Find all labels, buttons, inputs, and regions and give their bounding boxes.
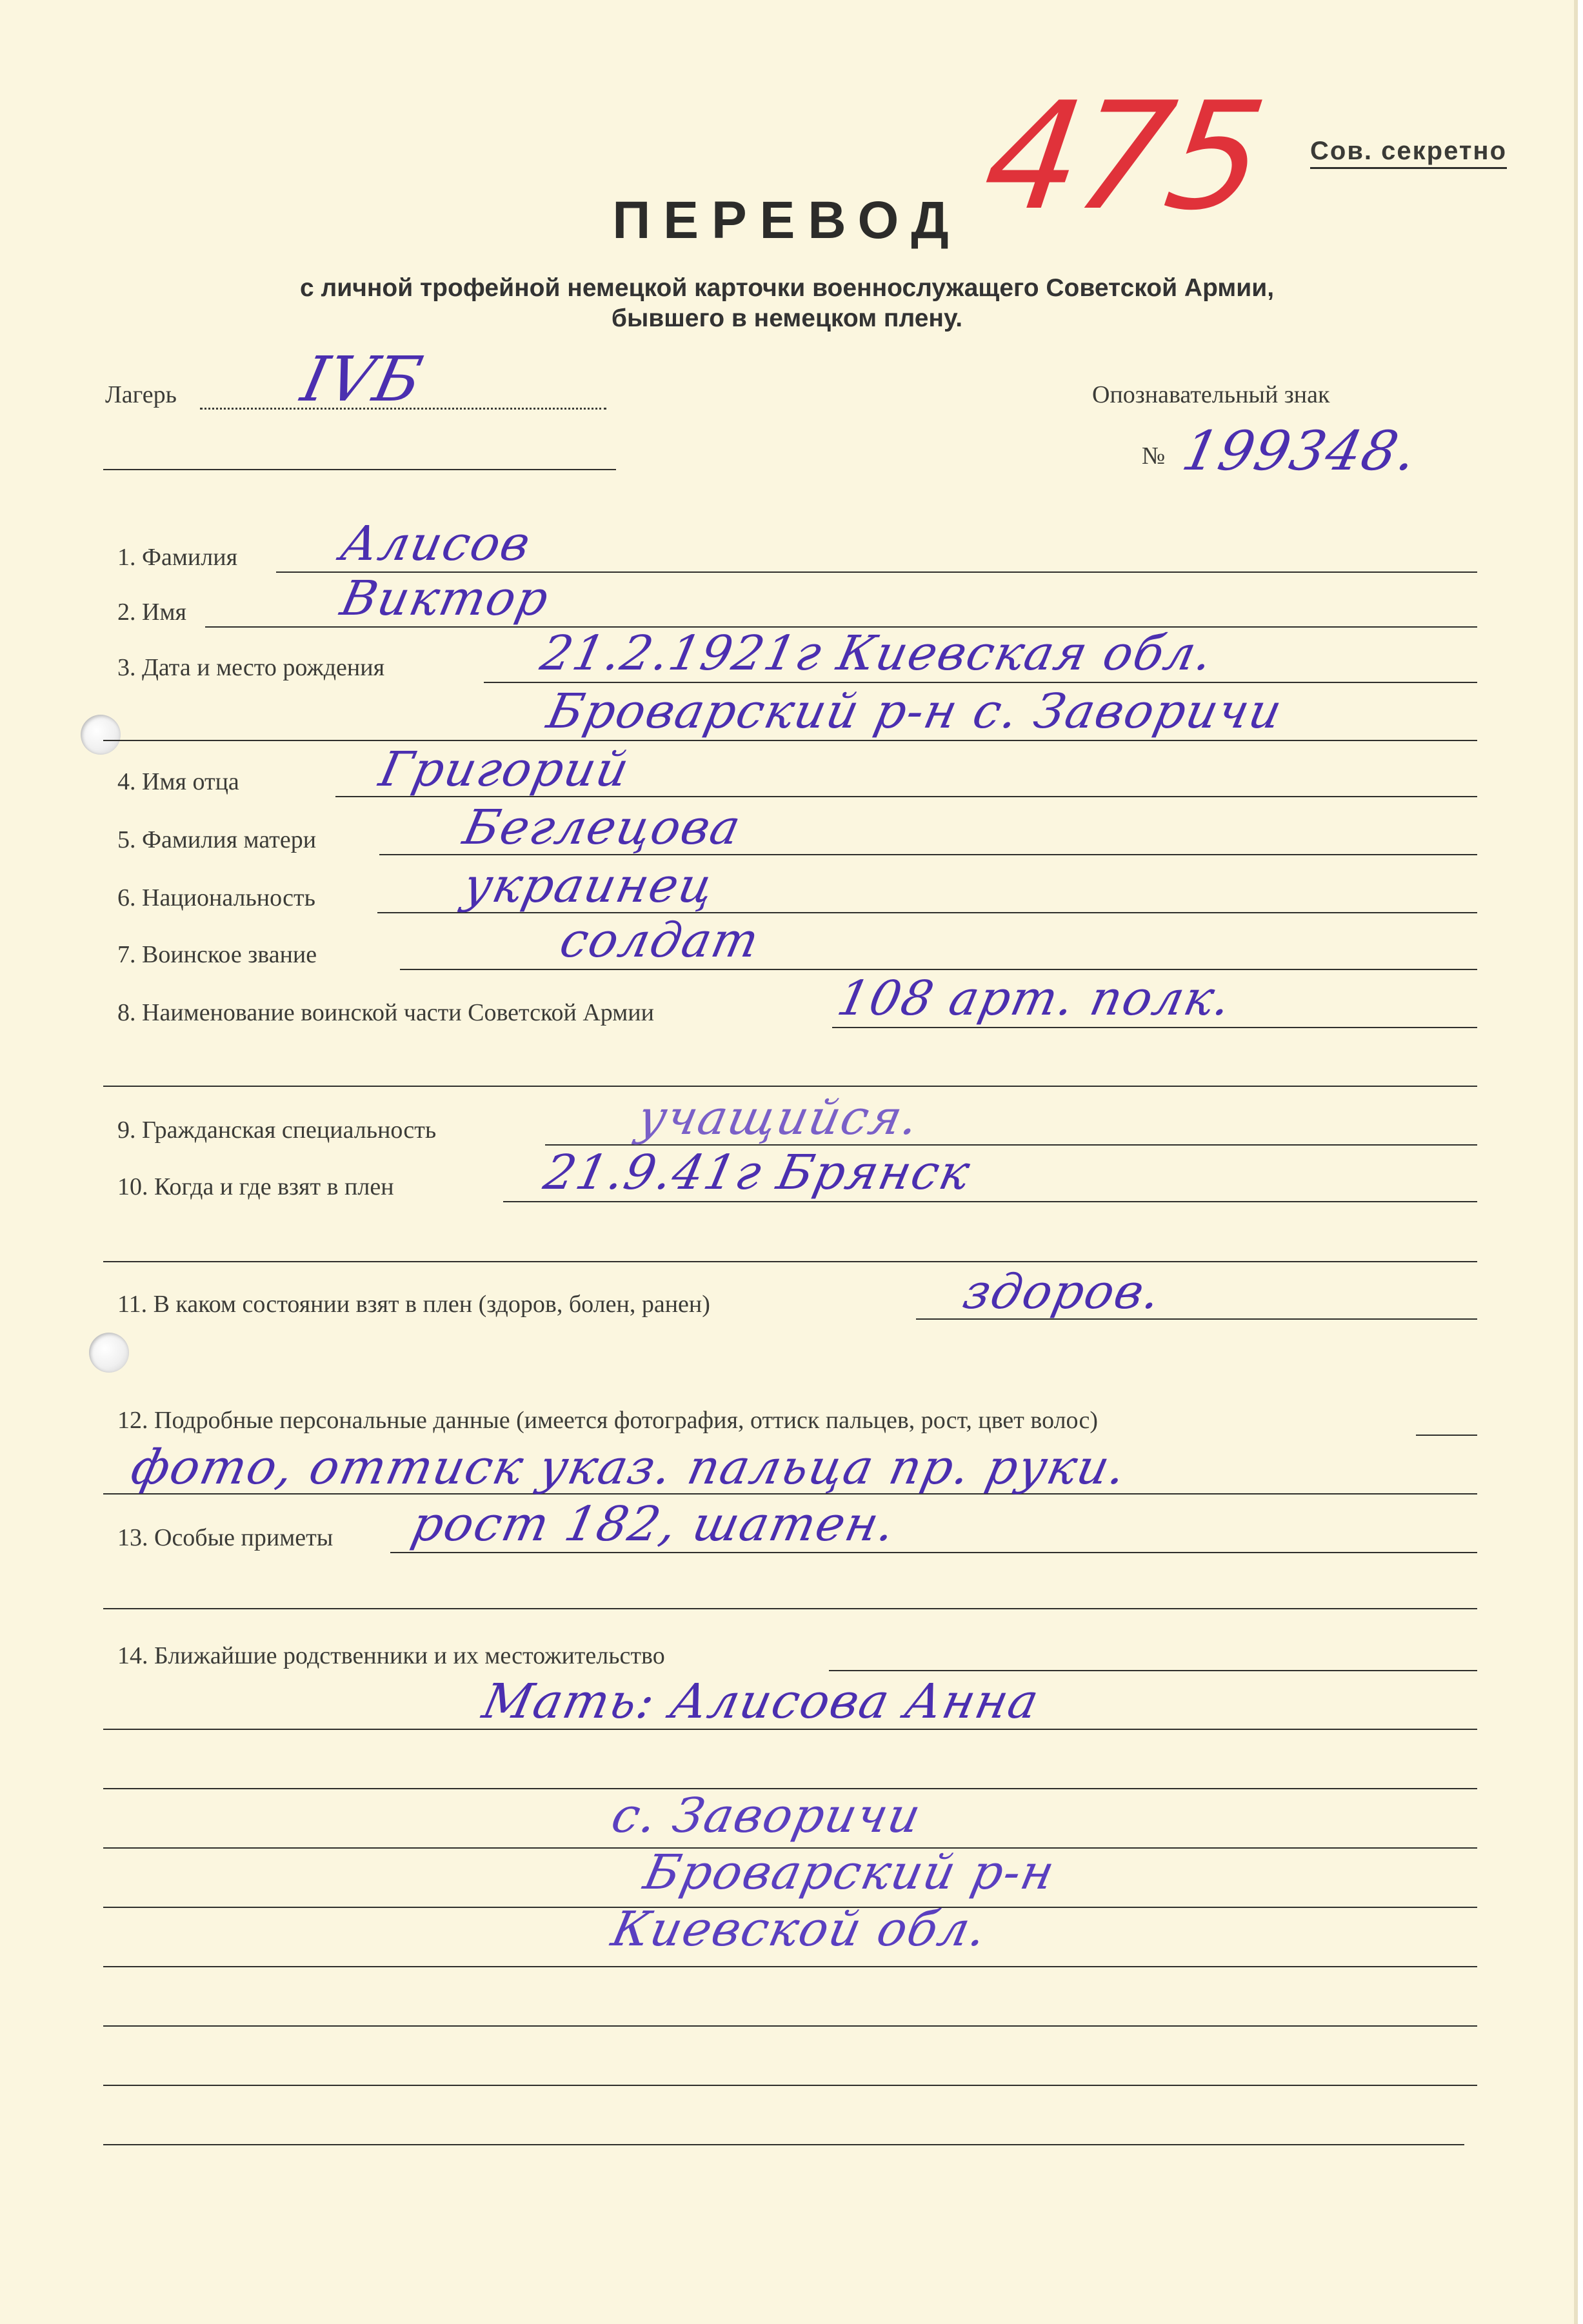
- field-rank-value: солдат: [555, 913, 765, 968]
- field-name-label: 2. Имя: [117, 599, 186, 626]
- field-rank-line: [400, 969, 1477, 970]
- field-marks-line: [390, 1552, 1477, 1553]
- field-relatives-address-1: с. Заворичи: [606, 1788, 927, 1843]
- camp-value: IVБ: [295, 343, 430, 415]
- field-relatives-line-2: [103, 1729, 1477, 1730]
- field-relatives-line-9: [103, 2144, 1464, 2145]
- field-profession-value: учащийся.: [632, 1090, 925, 1146]
- field-father-label: 4. Имя отца: [117, 768, 239, 795]
- field-marks-label: 13. Особые приметы: [117, 1524, 334, 1551]
- field-marks-line-2: [103, 1608, 1477, 1609]
- page-title: ПЕРЕВОД: [612, 191, 962, 250]
- field-unit-value: 108 арт. полк.: [832, 971, 1237, 1026]
- punch-hole-bottom: [89, 1333, 129, 1373]
- field-personal-value: фото, оттиск указ. пальца пр. руки.: [126, 1440, 1132, 1495]
- field-captured-label: 10. Когда и где взят в плен: [117, 1173, 394, 1200]
- field-captured-line-2: [103, 1261, 1477, 1262]
- field-relatives-line-6: [103, 1966, 1477, 1967]
- field-birth-label: 3. Дата и место рождения: [117, 654, 385, 681]
- field-birth-line-2: [103, 740, 1477, 741]
- field-birth-line: [484, 682, 1477, 683]
- field-birth-value-2: Броварский р-н с. Заворичи: [542, 684, 1288, 739]
- subtitle-line-2: бывшего в немецком плену.: [611, 304, 963, 332]
- punch-hole-top: [81, 715, 121, 755]
- field-relatives-label: 14. Ближайшие родственники и их местожительство: [117, 1642, 665, 1669]
- field-unit-label: 8. Наименование воинской части Советской Армии: [117, 999, 654, 1026]
- field-profession-label: 9. Гражданская специальность: [117, 1117, 437, 1144]
- field-marks-value: рост 182, шатен.: [406, 1496, 901, 1552]
- camp-line-2: [103, 469, 616, 470]
- red-stamp-number: 475: [975, 71, 1271, 243]
- camp-label: Лагерь: [105, 381, 177, 408]
- field-surname-value: Алисов: [335, 516, 537, 571]
- field-relatives-line-8: [103, 2085, 1477, 2086]
- field-nationality-value: украинец: [458, 858, 720, 913]
- field-condition-label: 11. В каком состоянии взят в плен (здоров, болен, ранен): [117, 1291, 710, 1318]
- field-captured-value: 21.9.41г Брянск: [539, 1145, 976, 1200]
- field-relatives-value: Мать: Алисова Анна: [477, 1674, 1045, 1729]
- field-condition-value: здоров.: [958, 1264, 1167, 1320]
- field-personal-label: 12. Подробные персональные данные (имеется фотография, оттиск пальцев, рост, цвет волос): [117, 1407, 1098, 1434]
- field-mother-value: Беглецова: [458, 800, 746, 855]
- field-unit-line-2: [103, 1086, 1477, 1087]
- field-mother-label: 5. Фамилия матери: [117, 826, 317, 853]
- field-relatives-line: [829, 1670, 1477, 1671]
- field-name-value: Виктор: [335, 571, 555, 626]
- classification-mark: Сов. секретно: [1310, 137, 1507, 169]
- field-relatives-address-3: Киевской обл.: [606, 1902, 993, 1957]
- field-surname-label: 1. Фамилия: [117, 544, 238, 571]
- field-relatives-address-2: Броварский р-н: [639, 1845, 1060, 1900]
- field-nationality-label: 6. Национальность: [117, 884, 315, 911]
- id-mark-value: 199348.: [1177, 419, 1424, 482]
- field-father-value: Григорий: [374, 742, 635, 797]
- field-personal-line: [1416, 1435, 1477, 1436]
- field-unit-line: [832, 1027, 1477, 1028]
- field-rank-label: 7. Воинское звание: [117, 941, 317, 968]
- subtitle-line-1: с личной трофейной немецкой карточки военнослужащего Советской Армии,: [299, 274, 1275, 302]
- field-captured-line: [503, 1201, 1477, 1202]
- field-birth-value: 21.2.1921г Киевская обл.: [535, 626, 1219, 681]
- id-mark-prefix: №: [1142, 442, 1166, 470]
- id-mark-label: Опознавательный знак: [1092, 381, 1330, 408]
- field-relatives-line-7: [103, 2025, 1477, 2027]
